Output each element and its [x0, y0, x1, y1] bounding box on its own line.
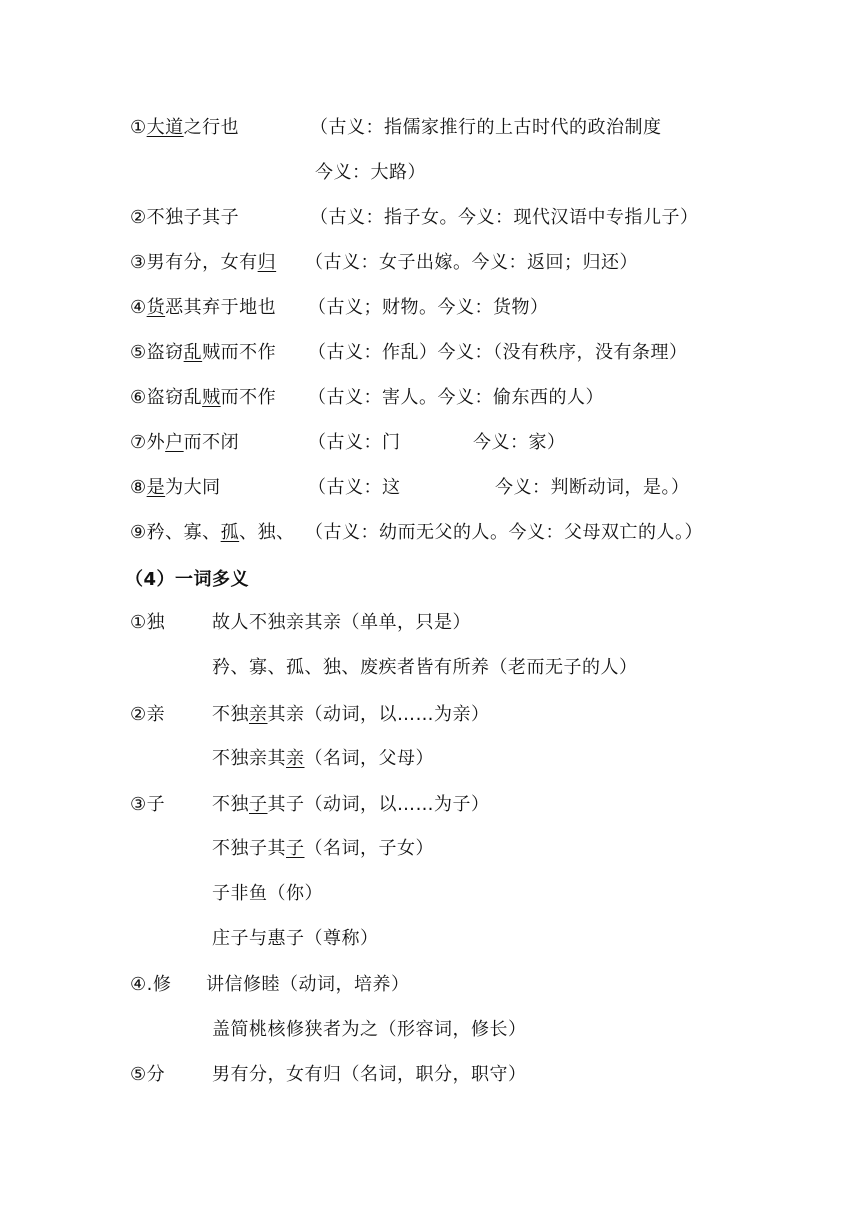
polysemy-1-word: ①独	[130, 612, 166, 633]
entry-number: ⑥	[130, 387, 147, 408]
underlined-word: 亲	[249, 704, 268, 725]
phrase-text: 矜、寡、	[146, 522, 221, 543]
polysemy-5-example-1: 男有分，女有归（名词，职分，职守）	[212, 1064, 527, 1085]
entry-6-gloss: （古义：害人。今义：偷东西的人）	[308, 387, 604, 408]
phrase-text: 盗窃乱	[146, 387, 203, 408]
phrase-text: 而不闭	[183, 432, 240, 453]
polysemy-3-word: ③子	[130, 794, 166, 815]
polysemy-3-example-3: 子非鱼（你）	[212, 883, 323, 904]
entry-3	[130, 250, 276, 276]
entry-number: ⑨	[130, 522, 147, 543]
polysemy-2-example-1: 不独亲其亲（动词，以……为亲）	[212, 704, 490, 725]
entry-1	[130, 115, 239, 141]
polysemy-4-word: ④.修	[130, 974, 172, 995]
underlined-word: 子	[249, 794, 268, 815]
underlined-word: 孤	[220, 522, 240, 543]
polysemy-5-word: ⑤分	[130, 1064, 166, 1085]
phrase-text: 而不作	[220, 387, 277, 408]
phrase-text: 不独子其子	[146, 207, 240, 228]
polysemy-3-example-2: 不独子其子（名词，子女）	[212, 838, 434, 859]
entry-1-gloss: （古义：指儒家推行的上古时代的政治制度	[310, 117, 662, 138]
underlined-word: 是	[146, 477, 166, 498]
entry-3-gloss: （古义：女子出嫁。今义：返回；归还）	[305, 252, 638, 273]
entry-8-gloss-a: （古义：这	[308, 477, 401, 498]
polysemy-1-example-1: 故人不独亲其亲（单单，只是）	[212, 612, 471, 633]
entry-number: ③	[130, 252, 147, 273]
underlined-word: 子	[286, 838, 305, 859]
entry-9-gloss: （古义：幼而无父的人。今义：父母双亡的人。）	[305, 522, 703, 543]
phrase-text: 贼而不作	[202, 342, 277, 363]
entry-7-gloss-b: 今义：家）	[473, 432, 566, 453]
entry-number: ⑧	[130, 477, 147, 498]
entry-5-gloss: （古义：作乱）今义：（没有秩序，没有条理）	[308, 342, 688, 363]
underlined-word: 归	[257, 252, 277, 273]
phrase-text: 外	[146, 432, 166, 453]
entry-8-gloss-b: 今义：判断动词，是。）	[495, 477, 690, 498]
entry-number: ①	[130, 117, 147, 138]
entry-4-gloss: （古义；财物。今义：货物）	[308, 297, 549, 318]
phrase-text: 之行也	[183, 117, 240, 138]
entry-number: ⑤	[130, 342, 147, 363]
polysemy-3-example-1: 不独子其子（动词，以……为子）	[212, 794, 490, 815]
entry-1-gloss-2: 今义：大路）	[315, 162, 426, 183]
polysemy-1-example-2: 矜、寡、孤、独、废疾者皆有所养（老而无子的人）	[212, 657, 638, 678]
underlined-word: 贼	[202, 387, 221, 408]
polysemy-2-example-2: 不独亲其亲（名词，父母）	[212, 748, 434, 769]
entry-7-gloss-a: （古义：门	[308, 432, 401, 453]
entry-2-gloss: （古义：指子女。今义：现代汉语中专指儿子）	[310, 207, 699, 228]
entry-8	[130, 475, 221, 501]
section-heading: （4）一词多义	[125, 569, 250, 590]
entry-7	[130, 430, 239, 456]
polysemy-2-word: ②亲	[130, 704, 166, 725]
entry-6	[130, 385, 276, 411]
underlined-word: 大道	[146, 117, 184, 138]
entry-number: ②	[130, 207, 147, 228]
entry-2	[130, 205, 239, 231]
phrase-text: 恶其弃于地也	[165, 297, 277, 318]
entry-number: ④	[130, 297, 147, 318]
underlined-word: 乱	[183, 342, 203, 363]
phrase-text: 盗窃	[146, 342, 184, 363]
underlined-word: 户	[165, 432, 184, 453]
entry-9	[130, 520, 295, 546]
underlined-word: 货	[146, 297, 166, 318]
phrase-text: 、独、	[239, 522, 295, 543]
phrase-text: 男有分，女有	[146, 252, 258, 273]
underlined-word: 亲	[286, 748, 305, 769]
entry-5	[130, 340, 276, 366]
phrase-text: 为大同	[165, 477, 221, 498]
polysemy-4-example-2: 盖简桃核修狭者为之（形容词，修长）	[212, 1019, 527, 1040]
entry-4	[130, 295, 276, 321]
entry-number: ⑦	[130, 432, 147, 453]
polysemy-3-example-4: 庄子与惠子（尊称）	[212, 928, 379, 949]
polysemy-4-example-1: 讲信修睦（动词，培养）	[206, 974, 410, 995]
